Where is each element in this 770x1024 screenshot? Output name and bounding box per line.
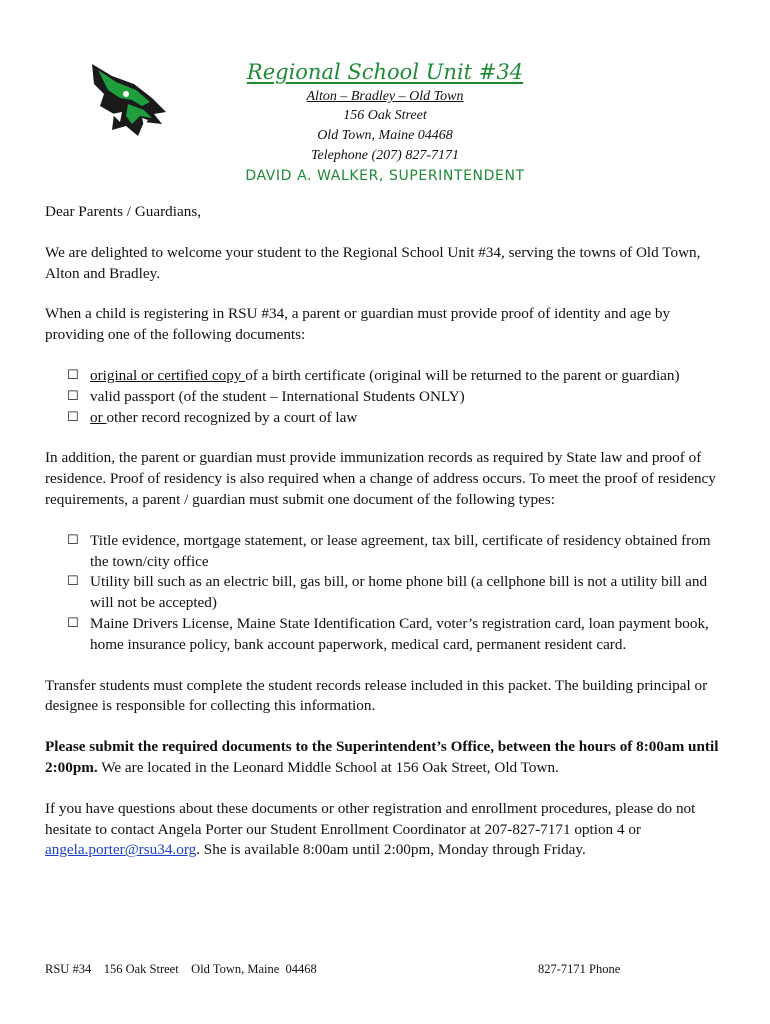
checkbox-icon[interactable]: ☐ — [67, 574, 79, 590]
identity-paragraph: When a child is registering in RSU #34, a parent or guardian must provide proof of identity and age by providing one of the following documents: — [45, 305, 671, 344]
intro-paragraph: We are delighted to welcome your student to the Regional School Unit #34, serving the towns of Old Town, Alton and Bradley. — [45, 243, 701, 282]
list-item — [45, 572, 725, 614]
list-item — [45, 531, 725, 573]
identity-document-list — [45, 366, 725, 428]
contact-hours: . She is available 8:00am until 2:00pm, Monday through Friday. — [196, 841, 586, 859]
list-item — [45, 408, 725, 429]
contact-text: If you have questions about these documents or other registration and enrollment procedures, please do not hesitate to contact Angela Porter our Student Enrollment Coordinator at 207-827-7171 option 4 or — [45, 799, 696, 838]
checkbox-icon[interactable]: ☐ — [67, 532, 79, 548]
list-item — [45, 387, 725, 408]
list-item-text: other record recognized by a court of law — [106, 408, 358, 426]
list-item-underlined: original or certified copy — [90, 366, 246, 384]
greeting: Dear Parents / Guardians, — [45, 203, 202, 220]
footer-phone: 827-7171 Phone — [538, 962, 621, 976]
submit-paragraph — [45, 737, 725, 779]
list-item-text: valid passport (of the student – International Students ONLY) — [90, 387, 465, 405]
checkbox-icon[interactable]: ☐ — [67, 615, 79, 631]
residency-paragraph: In addition, the parent or guardian must provide immunization records as required by State law and proof of residence. Proof of residency is also required when a change of address occurs. To meet the proof of residency requirements, a parent / guardian must submit one document of the following types: — [45, 449, 716, 508]
wolf-head-logo-icon — [82, 54, 172, 144]
checkbox-icon[interactable]: ☐ — [67, 409, 79, 425]
letterhead — [200, 58, 570, 185]
letter-body — [45, 202, 725, 861]
city-address: Old Town, Maine 04468 — [317, 128, 453, 143]
transfer-paragraph: Transfer students must complete the student records release included in this packet. The building principal or designee is responsible for collecting this information. — [45, 676, 708, 715]
email-link[interactable]: angela.porter@rsu34.org — [45, 841, 197, 859]
list-item-text: Maine Drivers License, Maine State Identification Card, voter’s registration card, loan payment book, home insurance policy, bank account paperwork, medical card, permanent resident card. — [90, 614, 709, 653]
submit-instructions-bold: Please submit the required documents to the Superintendent’s Office, between the hours of 8:00am until 2:00pm. — [45, 738, 719, 776]
footer-address: RSU #34 156 Oak Street Old Town, Maine 04468 — [45, 962, 317, 976]
list-item-text: Title evidence, mortgage statement, or lease agreement, tax bill, certificate of residency obtained from the town/city office — [90, 531, 711, 570]
list-item-underlined: or — [90, 408, 107, 426]
towns-line: Alton – Bradley – Old Town — [306, 89, 464, 104]
checkbox-icon[interactable]: ☐ — [67, 367, 79, 383]
list-item-text: Utility bill such as an electric bill, gas bill, or home phone bill (a cellphone bill is not a utility bill and will not be accepted) — [90, 573, 708, 612]
list-item — [45, 614, 725, 656]
residency-document-list — [45, 531, 725, 656]
checkbox-icon[interactable]: ☐ — [67, 388, 79, 404]
street-address: 156 Oak Street — [343, 108, 427, 123]
contact-paragraph — [45, 799, 725, 861]
submit-location: We are located in the Leonard Middle School at 156 Oak Street, Old Town. — [97, 758, 559, 776]
list-item — [45, 366, 725, 387]
list-item-text: of a birth certificate (original will be returned to the parent or guardian) — [245, 366, 680, 384]
telephone: Telephone (207) 827-7171 — [310, 148, 460, 163]
superintendent-name: DAVID A. WALKER, SUPERINTENDENT — [245, 168, 525, 184]
school-name: Regional School Unit #34 — [246, 60, 524, 84]
